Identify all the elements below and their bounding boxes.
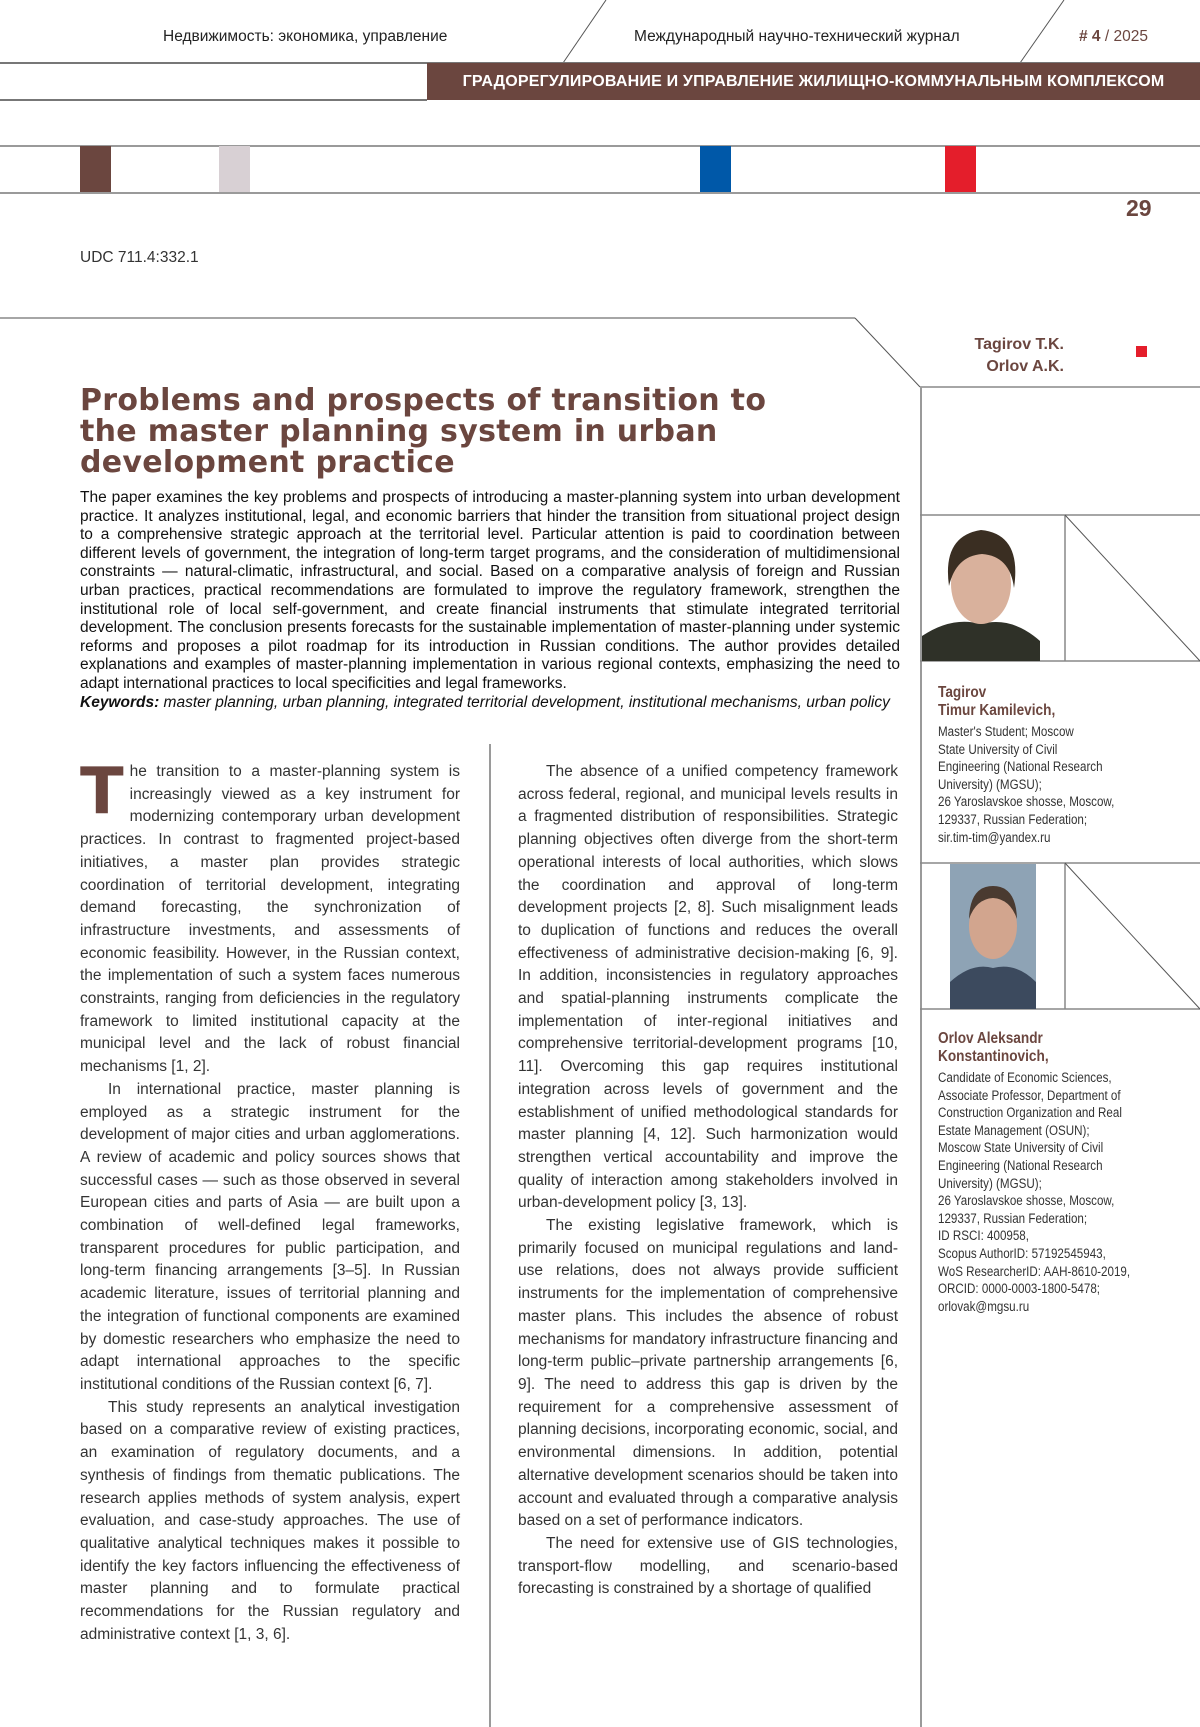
journal-name: Недвижимость: экономика, управление bbox=[163, 28, 448, 45]
author-surname: Orlov Aleksandr bbox=[938, 1030, 1043, 1047]
color-bar-red bbox=[945, 146, 976, 192]
section-banner: ГРАДОРЕГУЛИРОВАНИЕ И УПРАВЛЕНИЕ ЖИЛИЩНО-КОММУНАЛЬНЫМ КОМПЛЕКСОМ bbox=[427, 63, 1200, 100]
paragraph: In international practice, master planning is employed as a strategic instrument for the development of major cities and urban agglomerations. A review of academic and policy sources shows that successful cases — such as those observed in several European cities and parts of Asia — are built upon a combination of well-defined legal frameworks, transparent procedures for public participation, and long-term financing arrangements [3–5]. In Russian academic literature, issues of territorial planning and the integration of functional components are examined by domestic researchers who emphasize the need to adapt international approaches to the specific institutional conditions of the Russian context [6, 7]. bbox=[80, 1080, 460, 1393]
page-number: 29 bbox=[1126, 195, 1152, 221]
authors-short bbox=[960, 334, 1064, 378]
paragraph: The transition to a master-planning system is increasingly viewed as a key instrument for modernizing contemporary urban development practices. In contrast to fragmented project-based initiatives, a master plan provides strategic coordination of territorial development, integrating demand forecasting, the synchronization of infrastructure investments, and assessments of economic feasibility. However, in the Russian context, the implementation of such a system faces numerous constraints, ranging from deficiencies in the regulatory framework to limited institutional capacity at the municipal level and the lack of robust financial mechanisms [1, 2]. bbox=[80, 755, 460, 1076]
author-email[interactable]: sir.tim-tim@yandex.ru bbox=[938, 829, 1051, 845]
color-bar-blue bbox=[700, 146, 731, 192]
author-photo-orlov bbox=[950, 864, 1036, 1009]
body-column-1 bbox=[80, 755, 460, 1646]
author-card-tagirov bbox=[938, 684, 1168, 846]
body-column-2 bbox=[518, 761, 898, 1601]
paragraph: The absence of a unified competency framework across federal, regional, and municipal levels results in a fragmented distribution of responsibilities. Strategic planning objectives often diverge from the short-term operational interests of local authorities, which slows the coordination and approval of long-term development projects [2, 8]. Such misalignment leads to duplication of functions and reduces the overall effectiveness of administrative decision-making [6, 9]. In addition, inconsistencies in regulatory approaches and spatial-planning instruments complicate the implementation of inter-regional initiatives and comprehensive territorial-development programs [10, 11]. Overcoming this gap requires institutional integration across levels of government and the establishment of unified methodological standards for master planning [4, 12]. Such harmonization would strengthen vertical accountability and improve the quality of interaction among stakeholders involved in urban-development policy [3, 13]. bbox=[518, 763, 898, 1212]
color-bar-light bbox=[219, 146, 250, 192]
author-short: Tagirov T.K. bbox=[974, 336, 1064, 353]
udc: UDC 711.4:332.1 bbox=[80, 249, 199, 266]
keywords-label: Keywords: bbox=[80, 693, 160, 711]
author-short: Orlov A.K. bbox=[986, 358, 1064, 375]
journal-type: Международный научно-технический журнал bbox=[634, 28, 960, 45]
paragraph: The existing legislative framework, which is primarily focused on municipal regulations and land-use relations, does not always provide sufficient instruments for the implementation of comprehensive master plans. This includes the absence of robust mechanisms for mandatory infrastructure financing and long-term public–private partnership arrangements [6, 9]. The need to address this gap is driven by the requirement for a comprehensive assessment of planning decisions, incorporating economic, social, and environmental dimensions. In addition, potential alternative development scenarios should be taken into account and evaluated through a comparative analysis based on a set of performance indicators. bbox=[518, 1217, 898, 1530]
author-surname: Tagirov bbox=[938, 684, 987, 701]
author-info: Master's Student; Moscow State University of Civil Engineering (National Research University) (MGSU); 26 Yaroslavskoe shosse, Moscow, 129337, Russian Federation; sir.tim-tim@yandex.ru bbox=[938, 723, 1136, 846]
red-square-marker bbox=[1136, 346, 1147, 357]
author-email[interactable]: orlovak@mgsu.ru bbox=[938, 1298, 1030, 1314]
drop-cap: T bbox=[80, 755, 124, 829]
divider bbox=[0, 192, 1200, 194]
issue-number: # 4 bbox=[1079, 28, 1101, 45]
author-name: Timur Kamilevich, bbox=[938, 702, 1056, 719]
author-card-orlov bbox=[938, 1030, 1168, 1315]
column-divider bbox=[489, 744, 491, 1727]
author-info: Candidate of Economic Sciences, Associate Professor, Department of Construction Organization and Real Estate Management (OSUN); Moscow State University of Civil Engineering (National Research University) (MGSU); 26 Yaroslavskoe shosse, Moscow, 129337, Russian Federation; ID RSCI: 400958, Scopus AuthorID: 57192545943, WoS ResearcherID: AAH-8610-2019, ORCID: 0000-0003-1800-5478; orlovak@mgsu.ru bbox=[938, 1069, 1136, 1315]
abstract-text: The paper examines the key problems and prospects of introducing a master-planning system into urban development practice. It analyzes institutional, legal, and economic barriers that hinder the transition from situational project design to a comprehensive strategic approach at the territorial level. Particular attention is paid to coordination between different levels of government, the integration of long-term target programs, and the consideration of multidimensional constraints — natural-climatic, infrastructural, and social. Based on a comparative analysis of foreign and Russian urban practices, practical recommendations are formulated to improve the regulatory framework, strengthen the institutional role of local self-government, and create financial instruments that stimulate integrated territorial development. The conclusion presents forecasts for the sustainable implementation of master-planning under systemic reforms and proposes a pilot roadmap for its introduction in Russian conditions. The author provides detailed explanations and examples of master-planning implementation in various regional contexts, emphasizing the need to adapt international practices to local specificities and legal frameworks. bbox=[80, 489, 900, 692]
author-photo-tagirov bbox=[922, 516, 1040, 661]
issue-year: / 2025 bbox=[1104, 28, 1148, 45]
article-title: Problems and prospects of transition to the master planning system in urban development practice bbox=[80, 383, 767, 480]
keywords: master planning, urban planning, integrated territorial development, institutional mechanisms, urban policy bbox=[159, 693, 890, 711]
divider bbox=[0, 145, 1200, 147]
abstract bbox=[80, 489, 900, 712]
author-name: Konstantinovich, bbox=[938, 1048, 1049, 1065]
paragraph: This study represents an analytical investigation based on a comparative review of existing practices, an examination of regulatory documents, and a synthesis of findings from thematic publications. The research applies methods of system analysis, expert evaluation, and case-study approaches. The use of qualitative analytical techniques makes it possible to identify the key factors influencing the effectiveness of master planning and to formulate practical recommendations for the Russian regulatory and administrative context [1, 3, 6]. bbox=[80, 1398, 460, 1643]
paragraph: The need for extensive use of GIS technologies, transport-flow modelling, and scenario-based forecasting is constrained by a shortage of qualified bbox=[518, 1534, 898, 1598]
color-bar-brown bbox=[80, 146, 111, 192]
